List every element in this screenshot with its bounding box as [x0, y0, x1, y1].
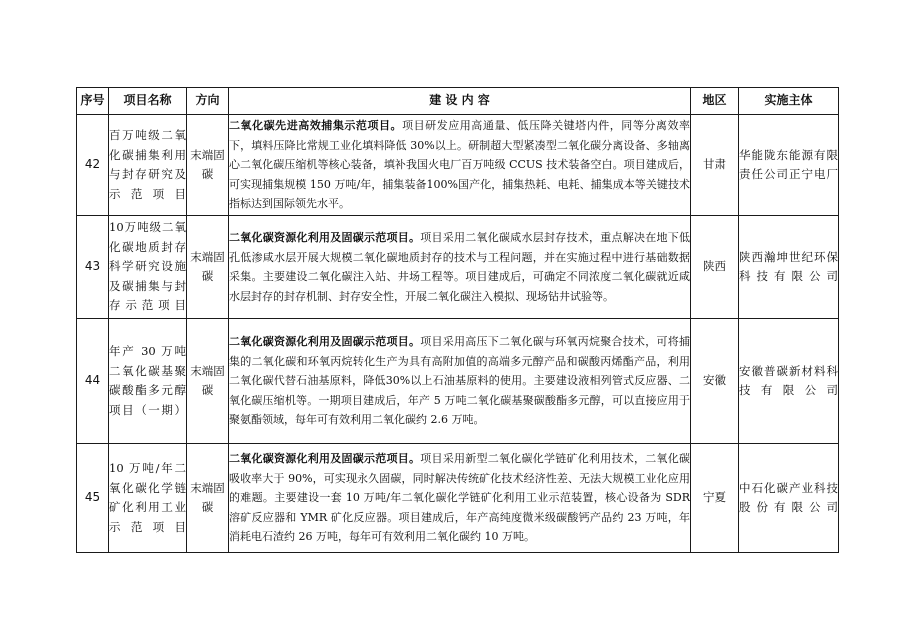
header-seq: 序号 — [77, 88, 109, 115]
content-lead: 二氧化碳先进高效捕集示范项目。 — [229, 119, 403, 133]
header-name: 项目名称 — [109, 88, 187, 115]
row-org: 华能陇东能源有限责任公司正宁电厂 — [739, 115, 839, 216]
row-seq: 45 — [77, 444, 109, 553]
header-content: 建 设 内 容 — [229, 88, 691, 115]
row-content — [229, 444, 691, 553]
row-seq: 42 — [77, 115, 109, 216]
row-project-name: 10万吨级二氧化碳地质封存科学研究设施及碳捕集与封存示范项目 — [109, 216, 187, 319]
table-row — [77, 319, 839, 444]
row-content — [229, 216, 691, 319]
row-seq: 44 — [77, 319, 109, 444]
row-project-name: 年产 30 万吨二氧化碳基聚碳酸酯多元醇项目（一期） — [109, 319, 187, 444]
header-region: 地区 — [691, 88, 739, 115]
row-org: 安徽普碳新材料科技有限公司 — [739, 319, 839, 444]
table-header-row — [77, 88, 839, 115]
row-content — [229, 319, 691, 444]
content-lead: 二氧化碳资源化利用及固碳示范项目。 — [229, 335, 421, 349]
content-lead: 二氧化碳资源化利用及固碳示范项目。 — [229, 231, 421, 244]
table-row — [77, 115, 839, 216]
content-body: 项目采用二氧化碳咸水层封存技术，重点解决在地下低孔低渗咸水层开展大规模二氧化碳地质封存的技术与工程问题，并在实施过程中进行基础数据采集。主要建设二氧化碳注入站、井场工程等。项目建成后，可确定不同浓度二氧化碳就近咸水层封存的封存机制、封存安全性，开展二氧化碳注入模拟、现场钻井试验等。 — [229, 231, 690, 303]
table-row — [77, 216, 839, 319]
row-region: 陕西 — [691, 216, 739, 319]
row-direction: 末端固碳 — [187, 115, 229, 216]
row-org: 中石化碳产业科技股份有限公司 — [739, 444, 839, 553]
projects-table — [76, 87, 839, 553]
row-region: 安徽 — [691, 319, 739, 444]
row-region: 宁夏 — [691, 444, 739, 553]
row-direction: 末端固碳 — [187, 319, 229, 444]
row-seq: 43 — [77, 216, 109, 319]
table-row — [77, 444, 839, 553]
row-project-name: 10 万吨/年二氧化碳化学链矿化利用工业示范项目 — [109, 444, 187, 553]
row-region: 甘肃 — [691, 115, 739, 216]
row-direction: 末端固碳 — [187, 216, 229, 319]
content-body: 项目采用新型二氧化碳化学链矿化利用技术，二氧化碳吸收率大于 90%，可实现永久固碳，同时解决传统矿化技术经济性差、无法大规模工业化应用的难题。主要建设一套 10 万吨/年二氧化碳化学链矿化利用工业示范装置，核心设备为 SDR 溶矿反应器和 YMR 矿化反应器。项目建成后，年产高纯度微米级碳酸钙产品约 23 万吨，年消耗电石渣约 26 万吨，每年可有效利用二氧化碳约 10 万吨。 — [229, 452, 690, 544]
content-lead: 二氧化碳资源化利用及固碳示范项目。 — [229, 452, 421, 466]
header-org: 实施主体 — [739, 88, 839, 115]
row-project-name: 百万吨级二氧化碳捕集利用与封存研究及示范项目 — [109, 115, 187, 216]
row-org: 陕西瀚坤世纪环保科技有限公司 — [739, 216, 839, 319]
row-content — [229, 115, 691, 216]
header-direction: 方向 — [187, 88, 229, 115]
content-body: 项目采用高压下二氧化碳与环氧丙烷聚合技术，可将捕集的二氧化碳和环氧丙烷转化生产为具有高附加值的高端多元醇产品和碳酸丙烯酯产品，利用二氧化碳代替石油基原料，降低30%以上石油基原料的使用。主要建设液相列管式反应器、二氧化碳压缩机等。一期项目建成后，年产 5 万吨二氧化碳基聚碳酸酯多元醇，可以直接应用于聚氨酯领域，每年可有效利用二氧化碳约 2.6 万吨。 — [229, 335, 690, 427]
content-body: 项目研发应用高通量、低压降关键塔内件，同等分离效率下，填料压降比常规工业化填料降低 30%以上。研制超大型紧凑型二氧化碳分离设备、多轴离心二氧化碳压缩机等核心装备，填补我国火电厂百万吨级 CCUS 技术装备空白。项目建成后，可实现捕集规模 150 万吨/年，捕集装备100%国产化，捕集热耗、电耗、捕集成本等关键技术指标达到国际领先水平。 — [229, 119, 690, 211]
document-page — [76, 87, 838, 553]
row-direction: 末端固碳 — [187, 444, 229, 553]
